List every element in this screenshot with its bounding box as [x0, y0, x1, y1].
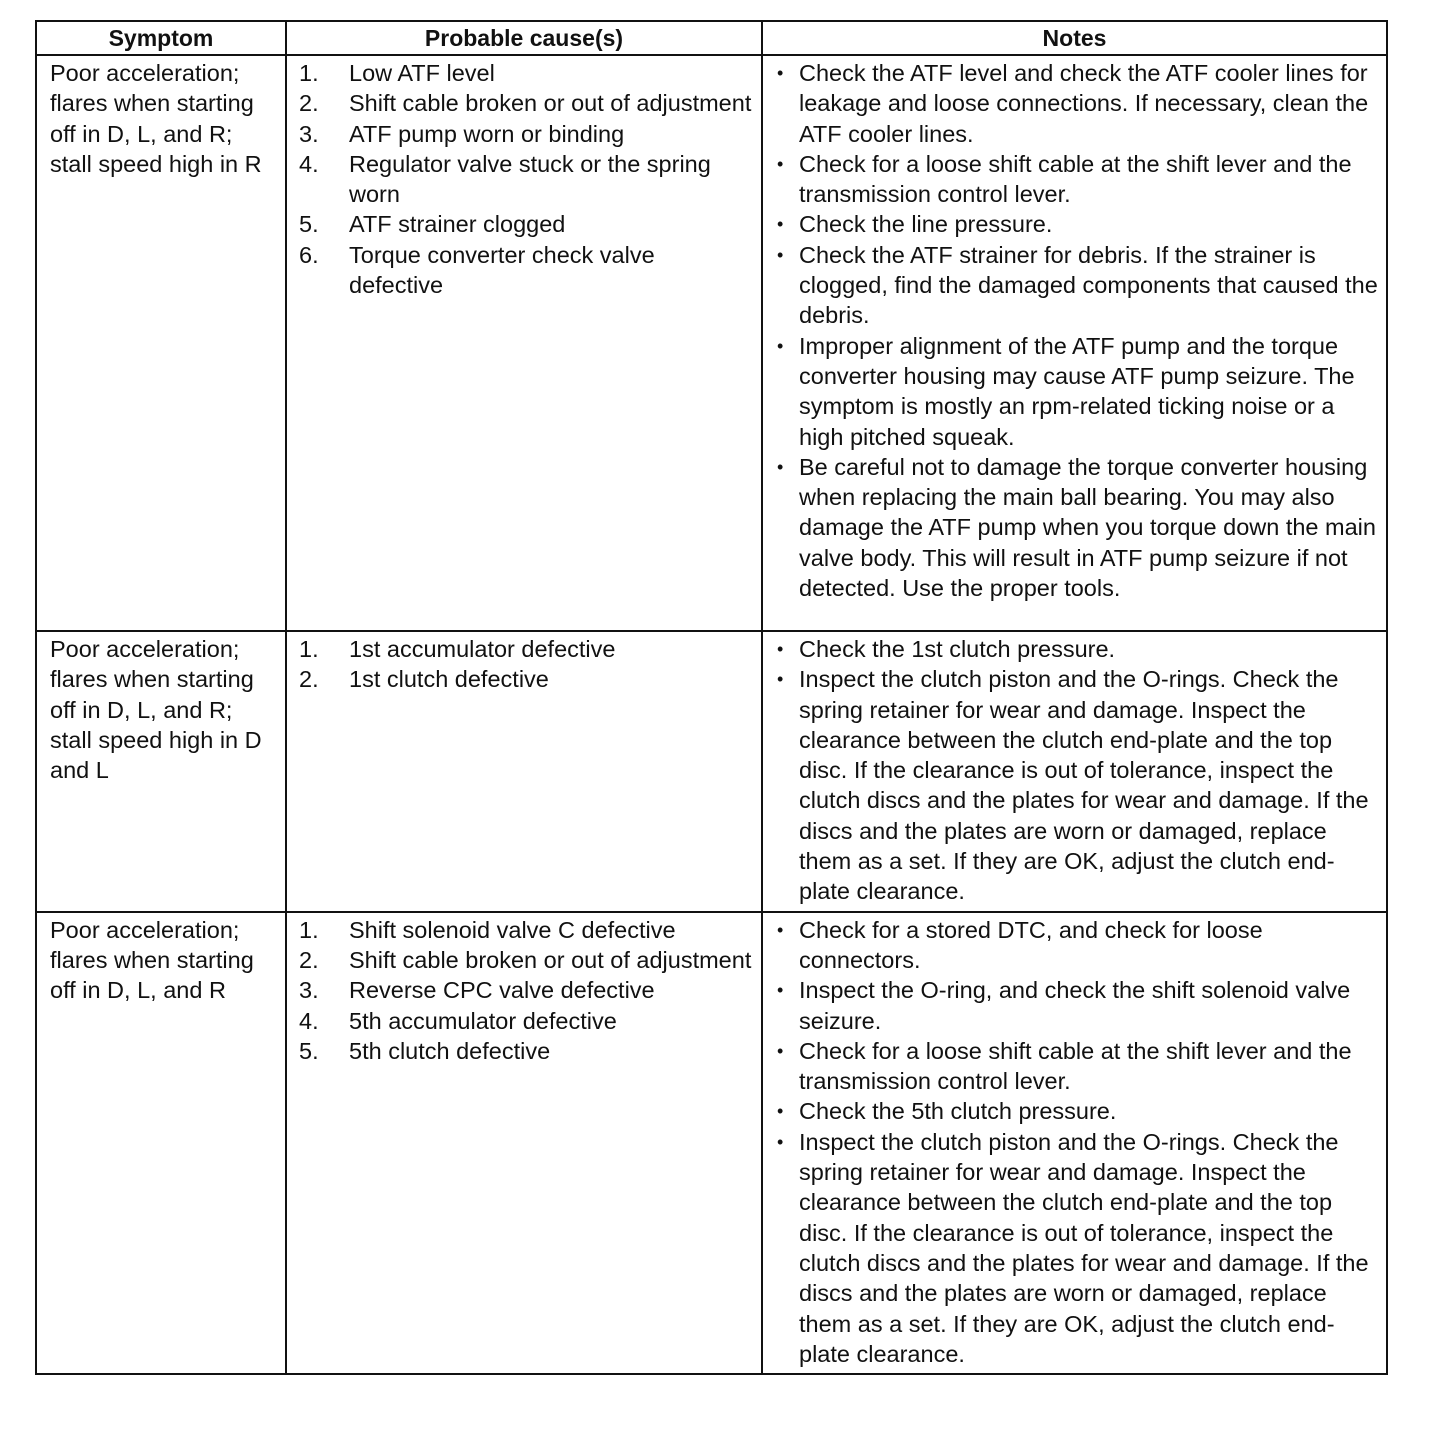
troubleshooting-table: [35, 20, 1388, 1375]
cause-number: 5.: [299, 1037, 319, 1064]
note-item: [775, 149, 1380, 210]
cause-item: [299, 975, 755, 1005]
cause-text: Torque converter check valve defective: [349, 241, 655, 299]
cause-number: 2.: [299, 946, 319, 973]
cause-number: 3.: [299, 120, 319, 147]
causes-list: [299, 58, 755, 300]
symptom-cell: Poor acceleration; flares when starting off in D, L, and R: [36, 912, 286, 1374]
bullet-icon: •: [777, 335, 784, 356]
note-text: Check the line pressure.: [799, 211, 1053, 238]
bullet-icon: •: [777, 63, 784, 83]
note-text: Check the ATF level and check the ATF cooler lines for leakage and loose connections. If necessary, clean the ATF cooler lines.: [799, 60, 1369, 147]
table-row: [36, 55, 1387, 631]
notes-cell: [762, 631, 1387, 912]
note-text: Inspect the clutch piston and the O-rings. Check the spring retainer for wear and damage. Inspect the clearance between the clutch end-plate and the top disc. If the clearance is out of tolerance, inspect the clutch discs and the plates for wear and damage. If the discs and the plates are worn or damaged, replace them as a set. If they are OK, adjust the clutch end-plate clearance.: [799, 1128, 1369, 1367]
bullet-icon: •: [777, 639, 784, 659]
note-item: [775, 664, 1380, 906]
cause-number: 6.: [299, 241, 319, 268]
bullet-icon: •: [777, 669, 784, 690]
bullet-icon: •: [777, 1131, 784, 1152]
note-item: [775, 240, 1380, 331]
note-text: Improper alignment of the ATF pump and the torque converter housing may cause ATF pump seizure. The symptom is mostly an rpm-related ticking noise or a high pitched squeak.: [799, 332, 1355, 450]
cause-text: Regulator valve stuck or the spring worn: [349, 150, 711, 208]
table-row: [36, 912, 1387, 1374]
cause-item: [299, 915, 755, 945]
symptom-cell: Poor acceleration; flares when starting off in D, L, and R; stall speed high in R: [36, 55, 286, 631]
note-item: [775, 58, 1380, 149]
bullet-icon: •: [777, 919, 784, 940]
cause-text: 5th accumulator defective: [349, 1007, 617, 1034]
cause-number: 5.: [299, 211, 319, 238]
note-text: Check for a loose shift cable at the shift lever and the transmission control lever.: [799, 1037, 1352, 1095]
symptom-column-header: Symptom: [36, 21, 286, 55]
cause-item: [299, 1036, 755, 1066]
cause-number: 1.: [299, 636, 319, 662]
bullet-icon: •: [777, 153, 784, 174]
notes-cell: [762, 912, 1387, 1374]
note-item: [775, 634, 1380, 664]
cause-text: Shift solenoid valve C defective: [349, 916, 676, 943]
cause-text: 5th clutch defective: [349, 1037, 551, 1064]
note-item: [775, 1127, 1380, 1369]
cause-item: [299, 945, 755, 975]
note-item: [775, 1036, 1380, 1097]
cause-text: 1st clutch defective: [349, 666, 549, 693]
bullet-icon: •: [777, 1040, 784, 1061]
note-item: [775, 975, 1380, 1036]
notes-list: [775, 634, 1380, 907]
note-item: [775, 209, 1380, 239]
note-item: [775, 452, 1380, 603]
cause-item: [299, 209, 755, 239]
cause-text: ATF strainer clogged: [349, 211, 566, 238]
note-text: Check for a stored DTC, and check for loose connectors.: [799, 916, 1263, 973]
header-row: [36, 21, 1387, 55]
cause-text: Shift cable broken or out of adjustment: [349, 946, 752, 973]
bullet-icon: •: [777, 1101, 784, 1122]
cause-item: [299, 149, 755, 210]
notes-column-header: Notes: [762, 21, 1387, 55]
causes-column-header: Probable cause(s): [286, 21, 762, 55]
table-row: [36, 631, 1387, 912]
cause-number: 4.: [299, 1007, 319, 1034]
symptom-cell: Poor acceleration; flares when starting off in D, L, and R; stall speed high in D and L: [36, 631, 286, 912]
bullet-icon: •: [777, 456, 784, 477]
notes-list: [775, 58, 1380, 603]
note-text: Check the 5th clutch pressure.: [799, 1098, 1117, 1125]
note-item: [775, 1096, 1380, 1126]
cause-item: [299, 1006, 755, 1036]
cause-text: Shift cable broken or out of adjustment: [349, 90, 752, 117]
cause-number: 2.: [299, 90, 319, 117]
troubleshooting-document: [35, 20, 1386, 1375]
bullet-icon: •: [777, 214, 784, 235]
note-text: Inspect the O-ring, and check the shift solenoid valve seizure.: [799, 977, 1351, 1034]
note-text: Check for a loose shift cable at the shift lever and the transmission control lever.: [799, 150, 1352, 208]
cause-number: 2.: [299, 666, 319, 693]
cause-text: Reverse CPC valve defective: [349, 977, 655, 1004]
causes-cell: [286, 631, 762, 912]
note-text: Inspect the clutch piston and the O-rings. Check the spring retainer for wear and damage. Inspect the clearance between the clutch end-plate and the top disc. If the clearance is out of tolerance, inspect the clutch discs and the plates for wear and damage. If the discs and the plates are worn or damaged, replace them as a set. If they are OK, adjust the clutch end-plate clearance.: [799, 666, 1369, 905]
notes-cell: [762, 55, 1387, 631]
causes-cell: [286, 912, 762, 1374]
note-item: [775, 331, 1380, 452]
cause-number: 3.: [299, 977, 319, 1004]
causes-list: [299, 915, 755, 1066]
cause-item: [299, 119, 755, 149]
note-text: Be careful not to damage the torque converter housing when replacing the main ball bearing. You may also damage the ATF pump when you torque down the main valve body. This will result in ATF pump seizure if not detected. Use the proper tools.: [799, 453, 1376, 602]
causes-list: [299, 634, 755, 695]
cause-item: [299, 240, 755, 301]
note-text: Check the ATF strainer for debris. If the strainer is clogged, find the damaged components that caused the debris.: [799, 241, 1378, 329]
cause-item: [299, 664, 755, 694]
cause-text: Low ATF level: [349, 60, 495, 86]
notes-list: [775, 915, 1380, 1369]
cause-item: [299, 58, 755, 88]
causes-cell: [286, 55, 762, 631]
cause-text: ATF pump worn or binding: [349, 120, 625, 147]
note-item: [775, 915, 1380, 976]
bullet-icon: •: [777, 980, 784, 1001]
table-body: [36, 55, 1387, 1374]
cause-number: 4.: [299, 150, 319, 177]
cause-item: [299, 88, 755, 118]
note-text: Check the 1st clutch pressure.: [799, 636, 1116, 662]
cause-item: [299, 634, 755, 664]
cause-number: 1.: [299, 916, 319, 943]
cause-text: 1st accumulator defective: [349, 636, 616, 662]
bullet-icon: •: [777, 244, 784, 265]
table-header: [36, 21, 1387, 55]
cause-number: 1.: [299, 60, 319, 86]
